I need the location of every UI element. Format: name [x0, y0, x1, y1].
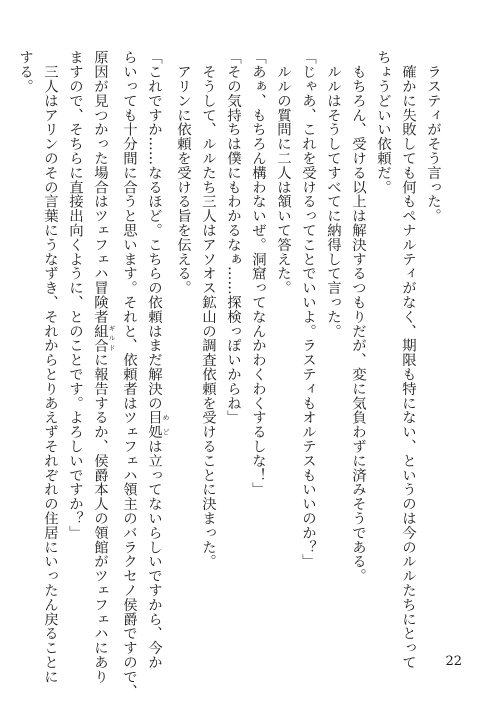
- vertical-text-body: [12, 50, 445, 698]
- text-line: らいっても十分間に合うと思います。それと、依頼者はツェフェハ領主のバラクセノ侯爵ですので、: [121, 50, 137, 698]
- ruby-base: 目処: [146, 409, 162, 439]
- text-line: ラスティがそう言った。: [425, 50, 441, 223]
- text-segment: は立ってないらしいですから、今か: [146, 438, 162, 670]
- text-line: 三人はアリンのその言葉にうなずき、それからとりあえずそれぞれの住居にいったん戻ることに: [42, 50, 58, 684]
- ruby-annotation: [92, 323, 116, 353]
- ruby-annotation: [146, 409, 170, 439]
- text-segment: 「これですか……なるほど。こちらの依頼はまだ解決の: [146, 50, 162, 410]
- text-segment: 原因が見つかった場合はツェフェハ冒険者: [92, 50, 108, 324]
- text-segment: に報告するか、侯爵本人の領館がツェフェハにあり: [92, 352, 108, 684]
- page-number: 22: [445, 654, 462, 669]
- ruby-reading: ギルド: [108, 323, 116, 353]
- text-line-with-ruby: [87, 50, 116, 684]
- text-line: ちょうどいい依頼だ。: [375, 50, 391, 194]
- ruby-reading: めど: [162, 409, 170, 439]
- ruby-base: 組合: [92, 323, 108, 353]
- text-line: する。: [17, 50, 33, 94]
- text-line: ルルの質問に二人は頷いて答えた。: [275, 50, 291, 295]
- text-line: 「その気持ちは僕にもわかるなぁ……探検っぽいからね」: [225, 50, 241, 425]
- text-line: 「あぁ、もちろん構わないぜ。洞窟ってなんかわくわくするしな！」: [250, 50, 266, 497]
- text-line: ますので、そちらに直接出向くように、とのことです。よろしいですか？」: [67, 50, 83, 540]
- text-line-with-ruby: [141, 50, 170, 670]
- text-line: もちろん、受ける以上は解決するつもりだが、変に気負わずに済みそうである。: [350, 50, 366, 583]
- text-line: 確かに失敗しても何もペナルティがなく、期限も特にない、というのは今のルルたちにとって: [400, 50, 416, 670]
- text-line: そうして、ルルたち三人はアソオス鉱山の調査依頼を受けることに決まった。: [200, 50, 216, 569]
- text-line: 「じゃあ、これを受けるってことでいいよ。ラスティもオルテスもいいのか？」: [300, 50, 316, 569]
- text-line: アリンに依頼を受ける旨を伝える。: [175, 50, 191, 295]
- text-line: ルルはそうしてすべてに納得して言った。: [325, 50, 341, 338]
